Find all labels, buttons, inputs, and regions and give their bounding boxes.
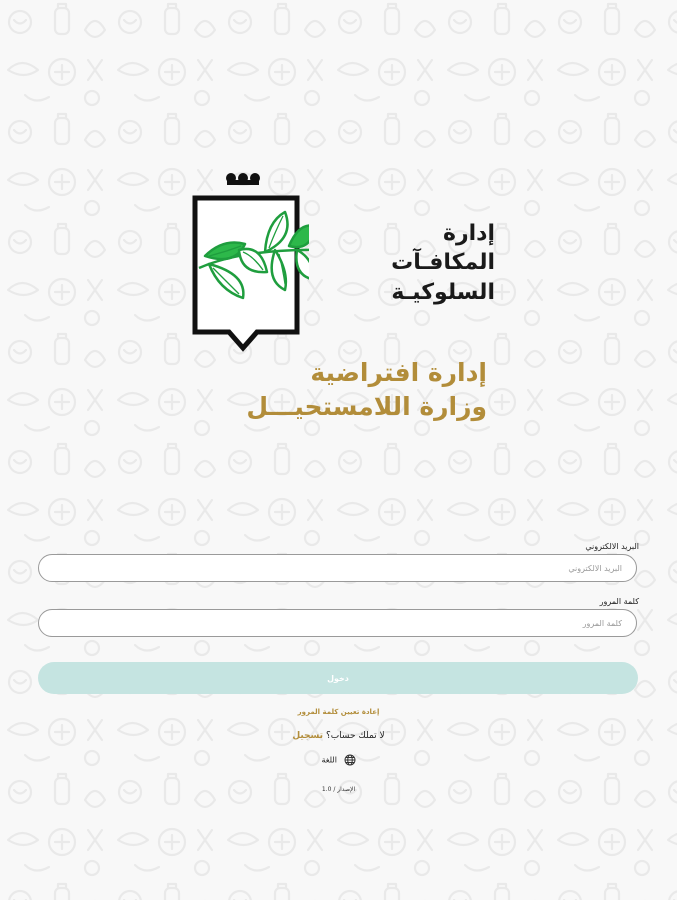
- logo-wordmark: [325, 220, 495, 308]
- email-field[interactable]: [38, 554, 637, 582]
- globe-icon: [344, 754, 356, 766]
- language-label: اللغة: [321, 755, 337, 765]
- organization-name: [167, 356, 487, 424]
- organization-line-2: وزارة اللامستحيـــل: [246, 392, 487, 421]
- forgot-password-link[interactable]: إعادة تعيين كلمة المرور: [297, 708, 380, 716]
- language-selector[interactable]: [0, 754, 677, 766]
- password-label: كلمة المرور: [599, 597, 639, 606]
- register-link[interactable]: تسجيل: [292, 731, 324, 741]
- login-button[interactable]: دخول: [38, 662, 638, 694]
- app-version: الإصدار / 1.0: [321, 786, 356, 793]
- password-field[interactable]: [38, 609, 637, 637]
- emblem-icon: [185, 164, 309, 354]
- signup-row: [0, 731, 677, 741]
- brand-logo: [185, 164, 505, 354]
- email-label: البريد الالكتروني: [585, 542, 639, 551]
- no-account-text: لا تملك حساب؟: [325, 731, 385, 741]
- logo-line-1: إدارة: [442, 221, 495, 246]
- logo-line-2: المكافـآت: [391, 250, 495, 275]
- logo-line-3: السلوكيـة: [391, 280, 495, 305]
- organization-line-1: إدارة افتراضية: [310, 358, 487, 387]
